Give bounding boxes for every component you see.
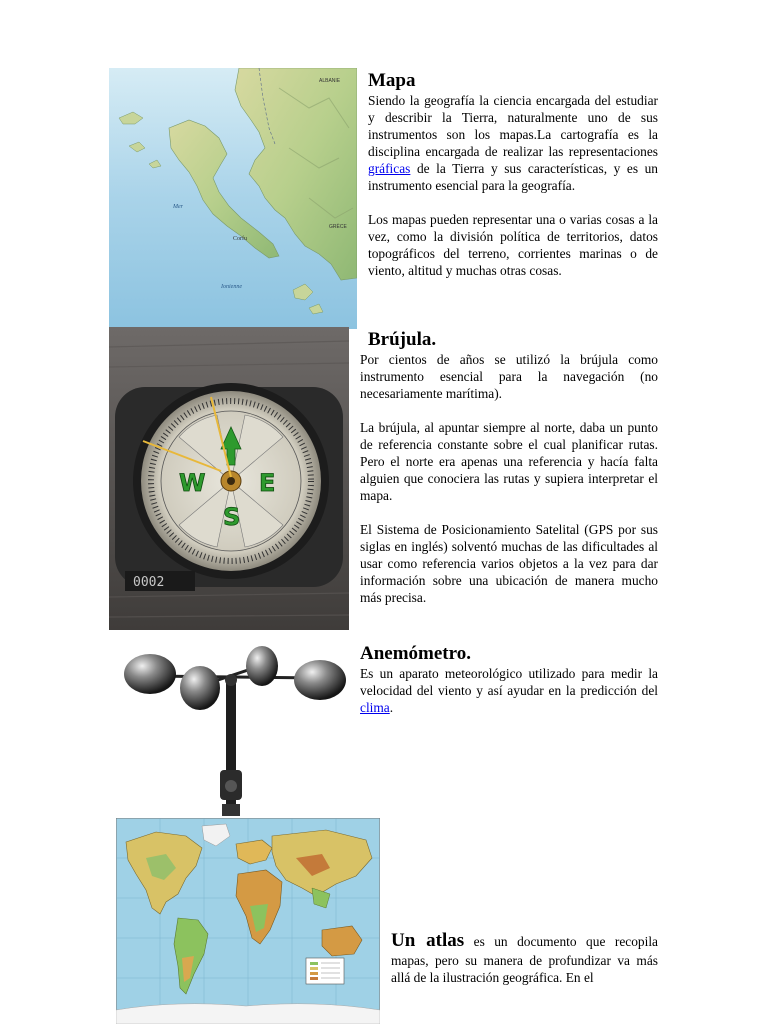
graficas-link[interactable]: gráficas bbox=[368, 161, 411, 176]
map-label-albanie: ALBANIE bbox=[319, 78, 341, 84]
map-image bbox=[109, 68, 357, 329]
atlas-paragraph-1 bbox=[391, 930, 658, 986]
atlas-section bbox=[391, 930, 658, 986]
brujula-heading: Brújula. bbox=[368, 329, 437, 350]
atlas-heading: Un atlas bbox=[391, 930, 465, 951]
map-label-mer: Mer bbox=[173, 204, 183, 210]
map-label-corfu: Corfu bbox=[233, 236, 247, 242]
map-label-ionienne: Ionienne bbox=[221, 284, 242, 290]
anemometro-p1-text-b: . bbox=[389, 700, 394, 715]
atlas-p1-text: es un documento que recopila mapas, pero su manera de profundizar va más allá de la ilustración geográfica. En el bbox=[391, 934, 658, 985]
anemometro-heading: Anemómetro. bbox=[360, 643, 471, 664]
anemometro-p1-text-a: Es un aparato meteorológico utilizado para medir la velocidad del viento y así ayudar en la predicción del bbox=[360, 666, 658, 698]
anemometer-image bbox=[120, 640, 355, 820]
brujula-section bbox=[360, 329, 658, 606]
compass-letter-w: W bbox=[179, 469, 206, 497]
mapa-heading: Mapa bbox=[368, 70, 416, 91]
mapa-p1-text-b: de la Tierra y sus características, y es un instrumento esencial para la geografía. bbox=[368, 161, 658, 193]
brujula-paragraph-3: El Sistema de Posicionamiento Satelital (GPS por sus siglas en inglés) solventó muchas de las dificultades al usar como referencia varios objetos a la vez para dar información sobre una ubicación de manera mucho más precisa. bbox=[360, 522, 658, 605]
compass-letter-s: S bbox=[223, 503, 241, 531]
mapa-paragraph-2: Los mapas pueden representar una o varias cosas a la vez, como la división política de territorios, datos topográficos del terreno, corrientes marinas o de viento, altitud y muchas otras cosas. bbox=[368, 212, 658, 278]
world-map-image bbox=[116, 818, 380, 1024]
compass-image bbox=[109, 327, 349, 630]
mapa-p1-text-a: Siendo la geografía la ciencia encargada del estudiar y describir la Tierra, naturalmente uno de sus instrumentos son los mapas.La cartografía es la disciplina encargada de realizar las representaciones bbox=[368, 93, 658, 159]
brujula-paragraph-2: La brújula, al apuntar siempre al norte, daba un punto de referencia constante sobre el cual planificar rutas. Pero el norte era apenas una referencia y hacía falta alguien que conociera las rutas y supiera interpretar el mapa. bbox=[360, 420, 658, 503]
compass-letter-e: E bbox=[259, 469, 276, 497]
mapa-paragraph-1 bbox=[368, 92, 658, 194]
map-label-grece: GRÈCE bbox=[329, 224, 347, 230]
clima-link[interactable]: clima bbox=[360, 700, 390, 715]
anemometro-section bbox=[360, 643, 658, 716]
anemometro-paragraph-1 bbox=[360, 665, 658, 716]
mapa-section bbox=[368, 70, 658, 279]
compass-plate-number: 0002 bbox=[133, 575, 165, 590]
brujula-paragraph-1: Por cientos de años se utilizó la brújula como instrumento esencial para la navegación (no necesariamente marítima). bbox=[360, 352, 658, 401]
